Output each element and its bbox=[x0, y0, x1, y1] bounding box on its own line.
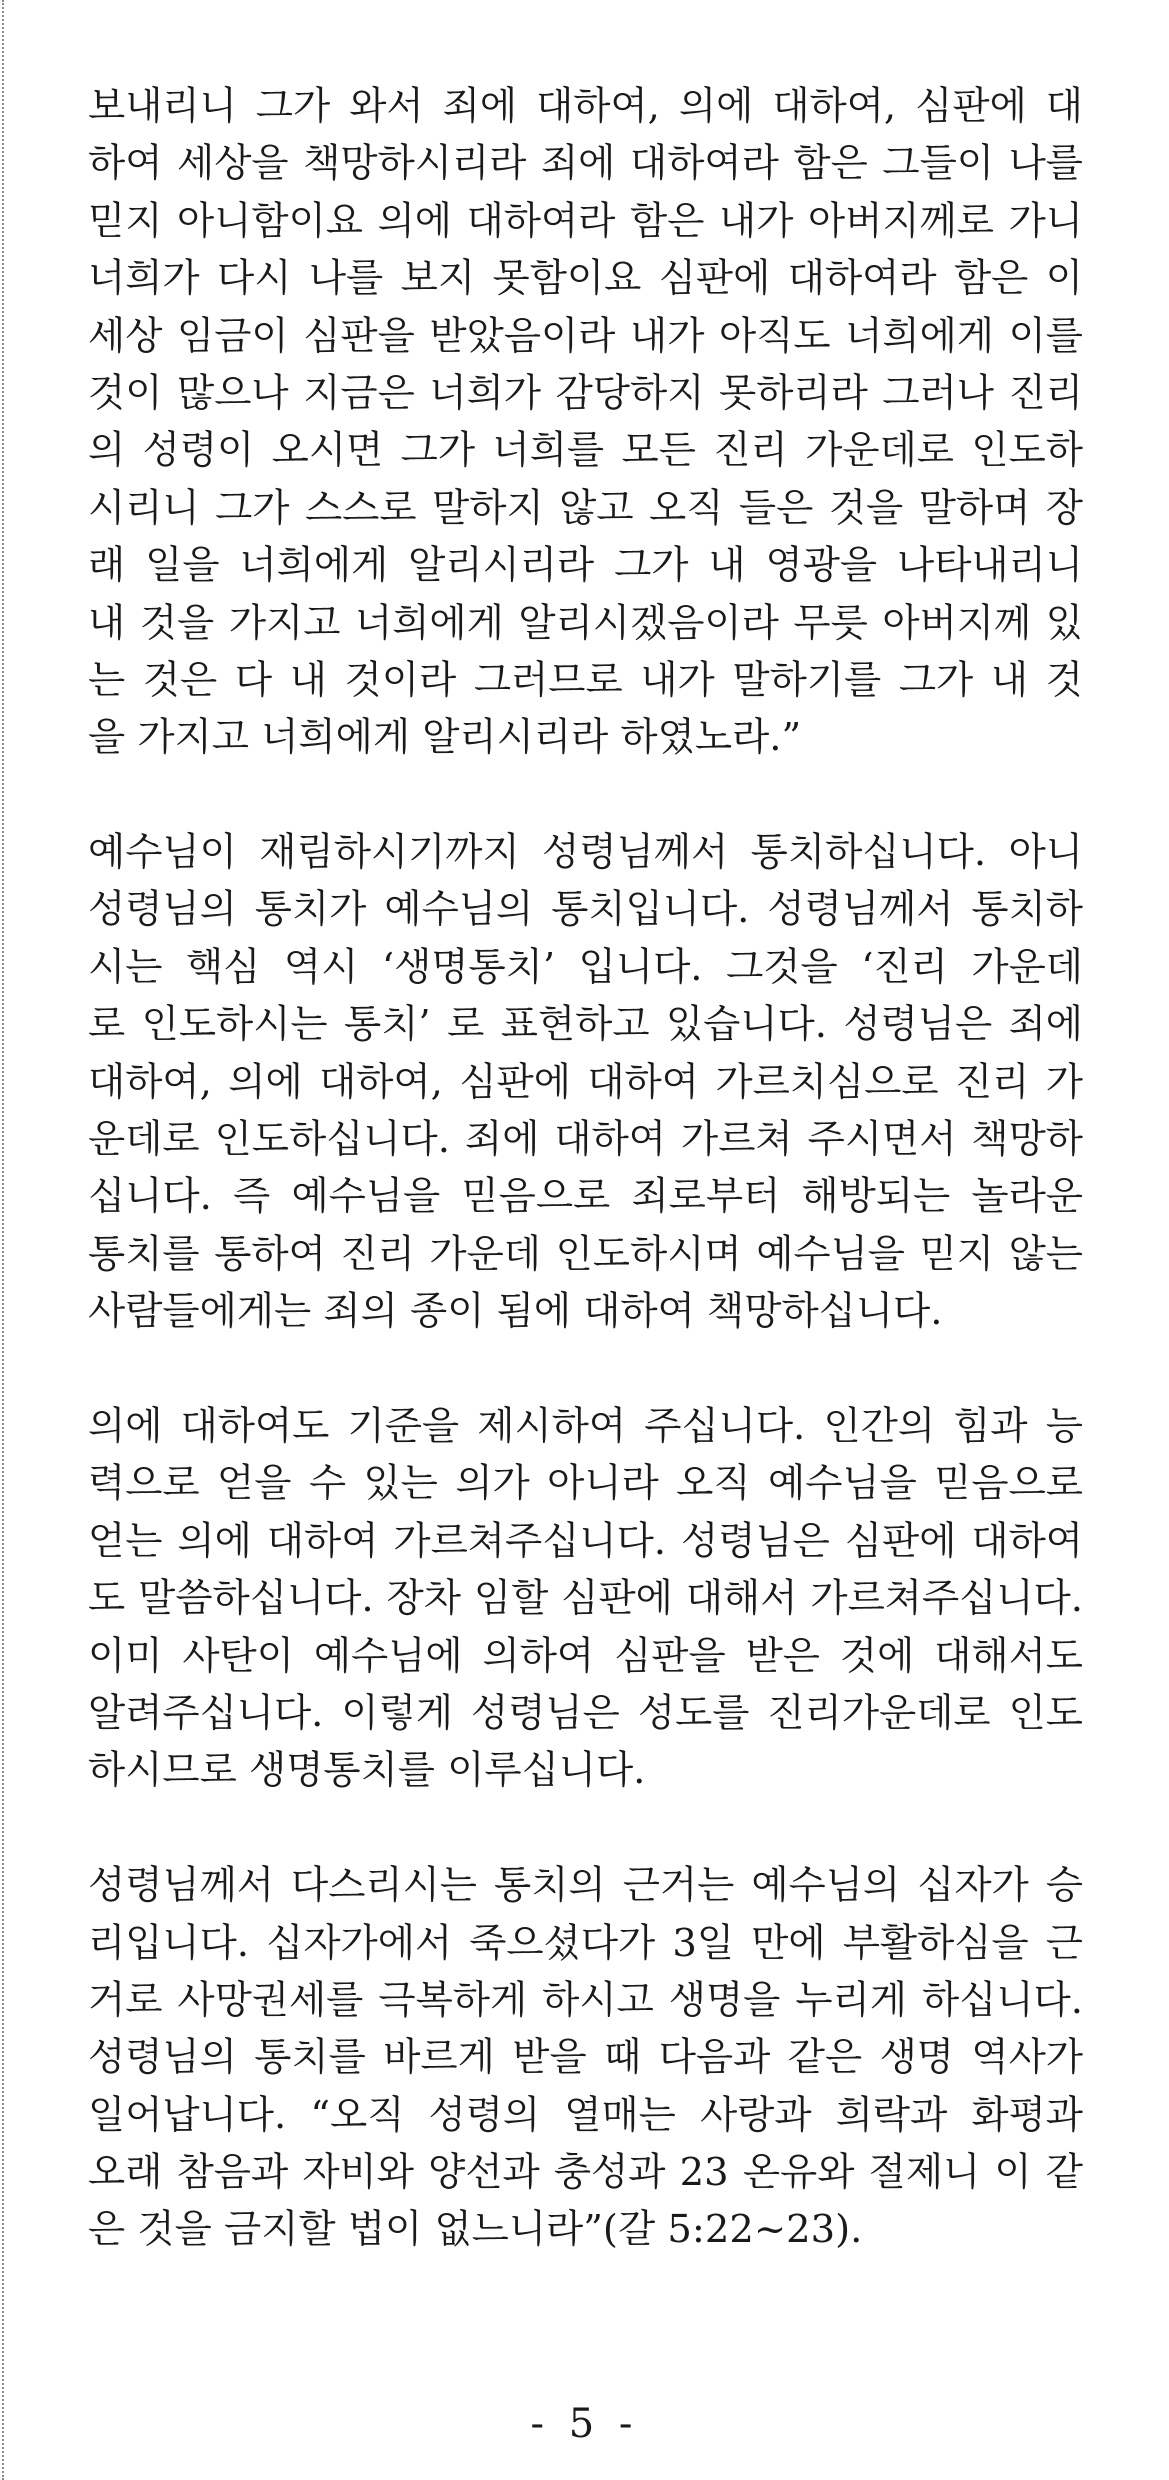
text-line: 는 것은 다 내 것이라 그러므로 내가 말하기를 그가 내 것 bbox=[88, 657, 1083, 703]
document-body bbox=[88, 78, 1083, 2259]
text-line: 의에 대하여도 기준을 제시하여 주십니다. 인간의 힘과 능 bbox=[88, 1403, 1083, 1449]
text-line: 하여 세상을 책망하시리라 죄에 대하여라 함은 그들이 나를 bbox=[88, 141, 1083, 187]
text-line: 성령님의 통치를 바르게 받을 때 다음과 같은 생명 역사가 bbox=[88, 2035, 1083, 2081]
text-line: 을 가지고 너희에게 알리시리라 하였노라.” bbox=[88, 715, 802, 761]
page-left-border bbox=[2, 0, 4, 2480]
paragraph-spirit-rule bbox=[88, 824, 1083, 1341]
text-line: 알려주십니다. 이렇게 성령님은 성도를 진리가운데로 인도 bbox=[88, 1690, 1083, 1736]
text-line: 운데로 인도하십니다. 죄에 대하여 가르쳐 주시면서 책망하 bbox=[88, 1117, 1083, 1163]
text-line: 은 것을 금지할 법이 없느니라”(갈 5:22~23). bbox=[88, 2207, 863, 2253]
text-line: 력으로 얻을 수 있는 의가 아니라 오직 예수님을 믿음으로 bbox=[88, 1461, 1083, 1507]
text-line: 오래 참음과 자비와 양선과 충성과 23 온유와 절제니 이 같 bbox=[88, 2150, 1083, 2196]
text-line: 래 일을 너희에게 알리시리라 그가 내 영광을 나타내리니 bbox=[88, 543, 1083, 589]
paragraph-gap bbox=[88, 1800, 1083, 1857]
paragraph-righteousness bbox=[88, 1398, 1083, 1800]
text-line: 얻는 의에 대하여 가르쳐주십니다. 성령님은 심판에 대하여 bbox=[88, 1518, 1083, 1564]
text-line: 거로 사망권세를 극복하게 하시고 생명을 누리게 하십니다. bbox=[88, 1977, 1083, 2023]
text-line: 세상 임금이 심판을 받았음이라 내가 아직도 너희에게 이를 bbox=[88, 313, 1083, 359]
text-line: 이미 사탄이 예수님에 의하여 심판을 받은 것에 대해서도 bbox=[88, 1633, 1083, 1679]
text-line: 성령님의 통치가 예수님의 통치입니다. 성령님께서 통치하 bbox=[88, 887, 1083, 933]
text-line: 대하여, 의에 대하여, 심판에 대하여 가르치심으로 진리 가 bbox=[88, 1059, 1083, 1105]
text-line: 믿지 아니함이요 의에 대하여라 함은 내가 아버지께로 가니 bbox=[88, 198, 1083, 244]
paragraph-gap bbox=[88, 1341, 1083, 1398]
text-line: 성령님께서 다스리시는 통치의 근거는 예수님의 십자가 승 bbox=[88, 1863, 1083, 1909]
text-line: 일어납니다. “오직 성령의 열매는 사랑과 희락과 화평과 bbox=[88, 2092, 1083, 2138]
text-line: 십니다. 즉 예수님을 믿음으로 죄로부터 해방되는 놀라운 bbox=[88, 1174, 1083, 1220]
text-line: 예수님이 재림하시기까지 성령님께서 통치하십니다. 아니 bbox=[88, 830, 1083, 876]
text-line: 의 성령이 오시면 그가 너희를 모든 진리 가운데로 인도하 bbox=[88, 428, 1083, 474]
text-line: 통치를 통하여 진리 가운데 인도하시며 예수님을 믿지 않는 bbox=[88, 1231, 1083, 1277]
text-line: 것이 많으나 지금은 너희가 감당하지 못하리라 그러나 진리 bbox=[88, 370, 1083, 416]
paragraph-gap bbox=[88, 767, 1083, 824]
text-line: 도 말씀하십니다. 장차 임할 심판에 대해서 가르쳐주십니다. bbox=[88, 1576, 1083, 1622]
text-line: 시리니 그가 스스로 말하지 않고 오직 들은 것을 말하며 장 bbox=[88, 485, 1083, 531]
text-line: 내 것을 가지고 너희에게 알리시겠음이라 무릇 아버지께 있 bbox=[88, 600, 1083, 646]
text-line: 너희가 다시 나를 보지 못함이요 심판에 대하여라 함은 이 bbox=[88, 256, 1083, 302]
text-line: 하시므로 생명통치를 이루십니다. bbox=[88, 1748, 646, 1794]
paragraph-cross-victory bbox=[88, 1857, 1083, 2259]
text-line: 로 인도하시는 통치’ 로 표현하고 있습니다. 성령님은 죄에 bbox=[88, 1002, 1083, 1048]
text-line: 리입니다. 십자가에서 죽으셨다가 3일 만에 부활하심을 근 bbox=[88, 1920, 1083, 1966]
paragraph-scripture-quote bbox=[88, 78, 1083, 767]
text-line: 사람들에게는 죄의 종이 됨에 대하여 책망하십니다. bbox=[88, 1289, 943, 1335]
page-number: - 5 - bbox=[530, 2401, 639, 2447]
text-line: 시는 핵심 역시 ‘생명통치’ 입니다. 그것을 ‘진리 가운데 bbox=[88, 944, 1083, 990]
text-line: 보내리니 그가 와서 죄에 대하여, 의에 대하여, 심판에 대 bbox=[88, 84, 1083, 129]
